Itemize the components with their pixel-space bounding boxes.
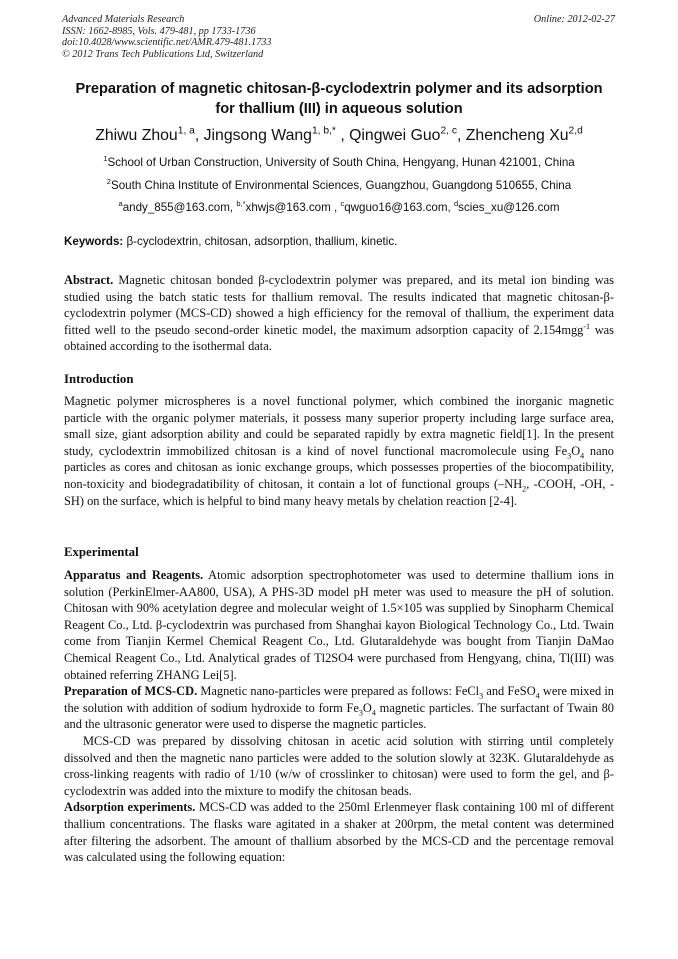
preparation-text: O xyxy=(362,700,372,715)
preparation-text: Magnetic nano-particles were prepared as follows: FeCl xyxy=(197,684,480,699)
email-address: xhwjs@163.com , xyxy=(245,201,341,214)
author-name: Zhiwu Zhou xyxy=(95,127,178,144)
copyright-line: © 2012 Trans Tech Publications Ltd, Switzerland xyxy=(62,48,264,60)
abstract-label: Abstract. xyxy=(64,273,114,287)
affiliation-text: School of Urban Construction, University of South China, Hengyang, Hunan 421001, China xyxy=(107,156,575,169)
email-address: scies_xu@126.com xyxy=(458,201,560,214)
introduction-paragraph xyxy=(64,393,614,509)
author-affiliation-mark: 1, b,* xyxy=(311,125,336,137)
email-mark: b,* xyxy=(236,199,246,209)
author-name: Jingsong Wang xyxy=(203,127,312,144)
affiliation-text: South China Institute of Environmental Sciences, Guangzhou, Guangdong 510655, China xyxy=(111,179,572,192)
email-mark: c xyxy=(340,199,345,209)
issn-line: ISSN: 1662-8985, Vols. 479-481, pp 1733-1736 xyxy=(62,25,256,37)
author-affiliation-mark: 1, a xyxy=(177,125,195,137)
intro-text: Magnetic polymer microspheres is a novel functional polymer, which combined the inorganic magnetic particle with the organic polymer materials, it possess many superior property including large surface area, small size, giant adsorption ability and could be separated rapidly by extra magnetic field[1]. In the present study, cyclodextrin immobilized chitosan is a kind of novel functional macromolecule using Fe xyxy=(64,394,614,458)
adsorption-label: Adsorption experiments. xyxy=(64,800,196,815)
doi-line: doi:10.4028/www.scientific.net/AMR.479-481.1733 xyxy=(62,37,272,49)
affiliation-1 xyxy=(0,156,678,170)
email-mark: d xyxy=(453,199,459,209)
abstract-text-end: was obtained according to the isothermal data. xyxy=(64,322,614,354)
preparation-text: magnetic particles. The surfactant of Twain 80 and the ultrasonic generator were used to disperse the magnetic particles. xyxy=(64,700,615,732)
preparation-subscript: 4 xyxy=(535,691,540,701)
author-name: Qingwei Guo xyxy=(349,127,441,144)
email-mark: a xyxy=(118,199,123,209)
preparation-label: Preparation of MCS-CD. xyxy=(64,684,198,699)
intro-subscript: 2 xyxy=(522,484,527,494)
author-affiliation-mark: 2, c xyxy=(440,125,457,137)
author-separator: , xyxy=(194,127,204,144)
affiliation-2 xyxy=(0,179,678,193)
author-separator: , xyxy=(456,127,466,144)
apparatus-label: Apparatus and Reagents. xyxy=(64,568,204,582)
journal-name: Advanced Materials Research xyxy=(62,14,185,25)
online-date: Online: 2012-02-27 xyxy=(533,14,615,25)
intro-subscript: 3 xyxy=(567,451,572,461)
adsorption-paragraph xyxy=(64,799,614,865)
author-name: Zhencheng Xu xyxy=(465,127,569,144)
paper-title: Preparation of magnetic chitosan-β-cyclodextrin polymer and its adsorption for thallium (III) in aqueous solution xyxy=(75,81,603,117)
apparatus-paragraph xyxy=(64,567,614,683)
preparation-text: were mixed in the solution with addition of sodium hydroxide to form Fe xyxy=(64,684,614,715)
keywords-text: β-cyclodextrin, chitosan, adsorption, thallium, kinetic. xyxy=(123,235,398,248)
adsorption-text: MCS-CD was added to the 250ml Erlenmeyer flask containing 100 ml of different thallium concentrations. The flasks ware agitated in a shaker at 200rpm, the metal content was determined after filtering the adsorbent. The amount of thallium absorbed by the MCS-CD and the percentage removal was calculated using the following equation: xyxy=(64,800,614,865)
preparation-paragraph xyxy=(64,683,614,733)
experimental-heading: Experimental xyxy=(64,545,139,559)
preparation-subscript: 4 xyxy=(371,708,376,718)
experimental-section xyxy=(64,567,614,866)
author-separator: , xyxy=(335,127,350,144)
preparation-subscript: 3 xyxy=(479,691,484,701)
mcscd-paragraph: MCS-CD was prepared by dissolving chitosan in acetic acid solution with stirring until completely dissolved and then the magnetic nano particles were added to the solution slowly at 323K. Glutaraldehyde as cross-linking reagents with radio of 1/10 (w/w of crosslinker to chitosan) were used to form the gel, and β-cyclodextrin was added into the mixture to modify the chitosan beads. xyxy=(64,733,614,798)
author-affiliation-mark: 2,d xyxy=(568,125,583,137)
journal-header xyxy=(62,14,271,60)
intro-text: , -COOH, -OH, -SH) on the surface, which is helpful to bind many heavy metals by chelation reaction [2-4]. xyxy=(64,476,614,508)
affiliation-mark: 1 xyxy=(103,154,108,164)
abstract-text: Magnetic chitosan bonded β-cyclodextrin polymer was prepared, and its metal ion binding was studied using the batch static tests for thallium removal. The results indicated that magnetic chitosan-β-cyclodextrin polymer (MCS-CD) showed a high efficiency for the removal of thallium, the experiment data fitted well to the pseudo second-order kinetic model, the maximum adsorption capacity of 2.154mgg xyxy=(64,273,614,337)
email-address: andy_855@163.com, xyxy=(122,201,237,214)
abstract-unit-sup: -1 xyxy=(583,321,591,331)
introduction-heading: Introduction xyxy=(64,372,134,386)
keywords-label: Keywords: xyxy=(64,235,124,248)
preparation-subscript: 3 xyxy=(358,708,363,718)
preparation-text: and FeSO xyxy=(483,684,536,699)
abstract xyxy=(64,272,614,355)
email-line xyxy=(0,201,678,215)
apparatus-text: Atomic adsorption spectrophotometer was used to determine thallium ions in solution (PerkinElmer-AA800, USA), A PHS-3D model pH meter was used to measure the pH of solution. Chitosan with 90% acetylation degree and molecular weight of 1.5×105 was supplied by Sinopharm Chemical Reagent Co., Ltd. β-cyclodextrin was purchased from Shanghai kayon Biological Technology Co., Ltd. Twain come from Tianjin Kermel Chemical Reagent Co., Ltd. Glutaraldehyde was bought from Tianjin DaMao Chemical Reagent Co., Ltd. Analytical grades of Tl2SO4 were purchased from Hengyang, china, Tl(III) was obtained referring ZHANG Lei[5]. xyxy=(64,568,614,682)
intro-text: O xyxy=(571,443,581,458)
author-list xyxy=(0,126,678,146)
keywords xyxy=(64,235,616,249)
intro-text: nano particles as cores and chitosan as ionic exchange groups, which possesses properties of the biocompatibility, non-toxicity and biodegradatibility of chitosan, it contain a lot of functional groups (–NH xyxy=(64,443,614,491)
email-address: qwguo16@163.com, xyxy=(344,201,454,214)
affiliation-mark: 2 xyxy=(106,177,111,187)
intro-subscript: 4 xyxy=(580,451,585,461)
